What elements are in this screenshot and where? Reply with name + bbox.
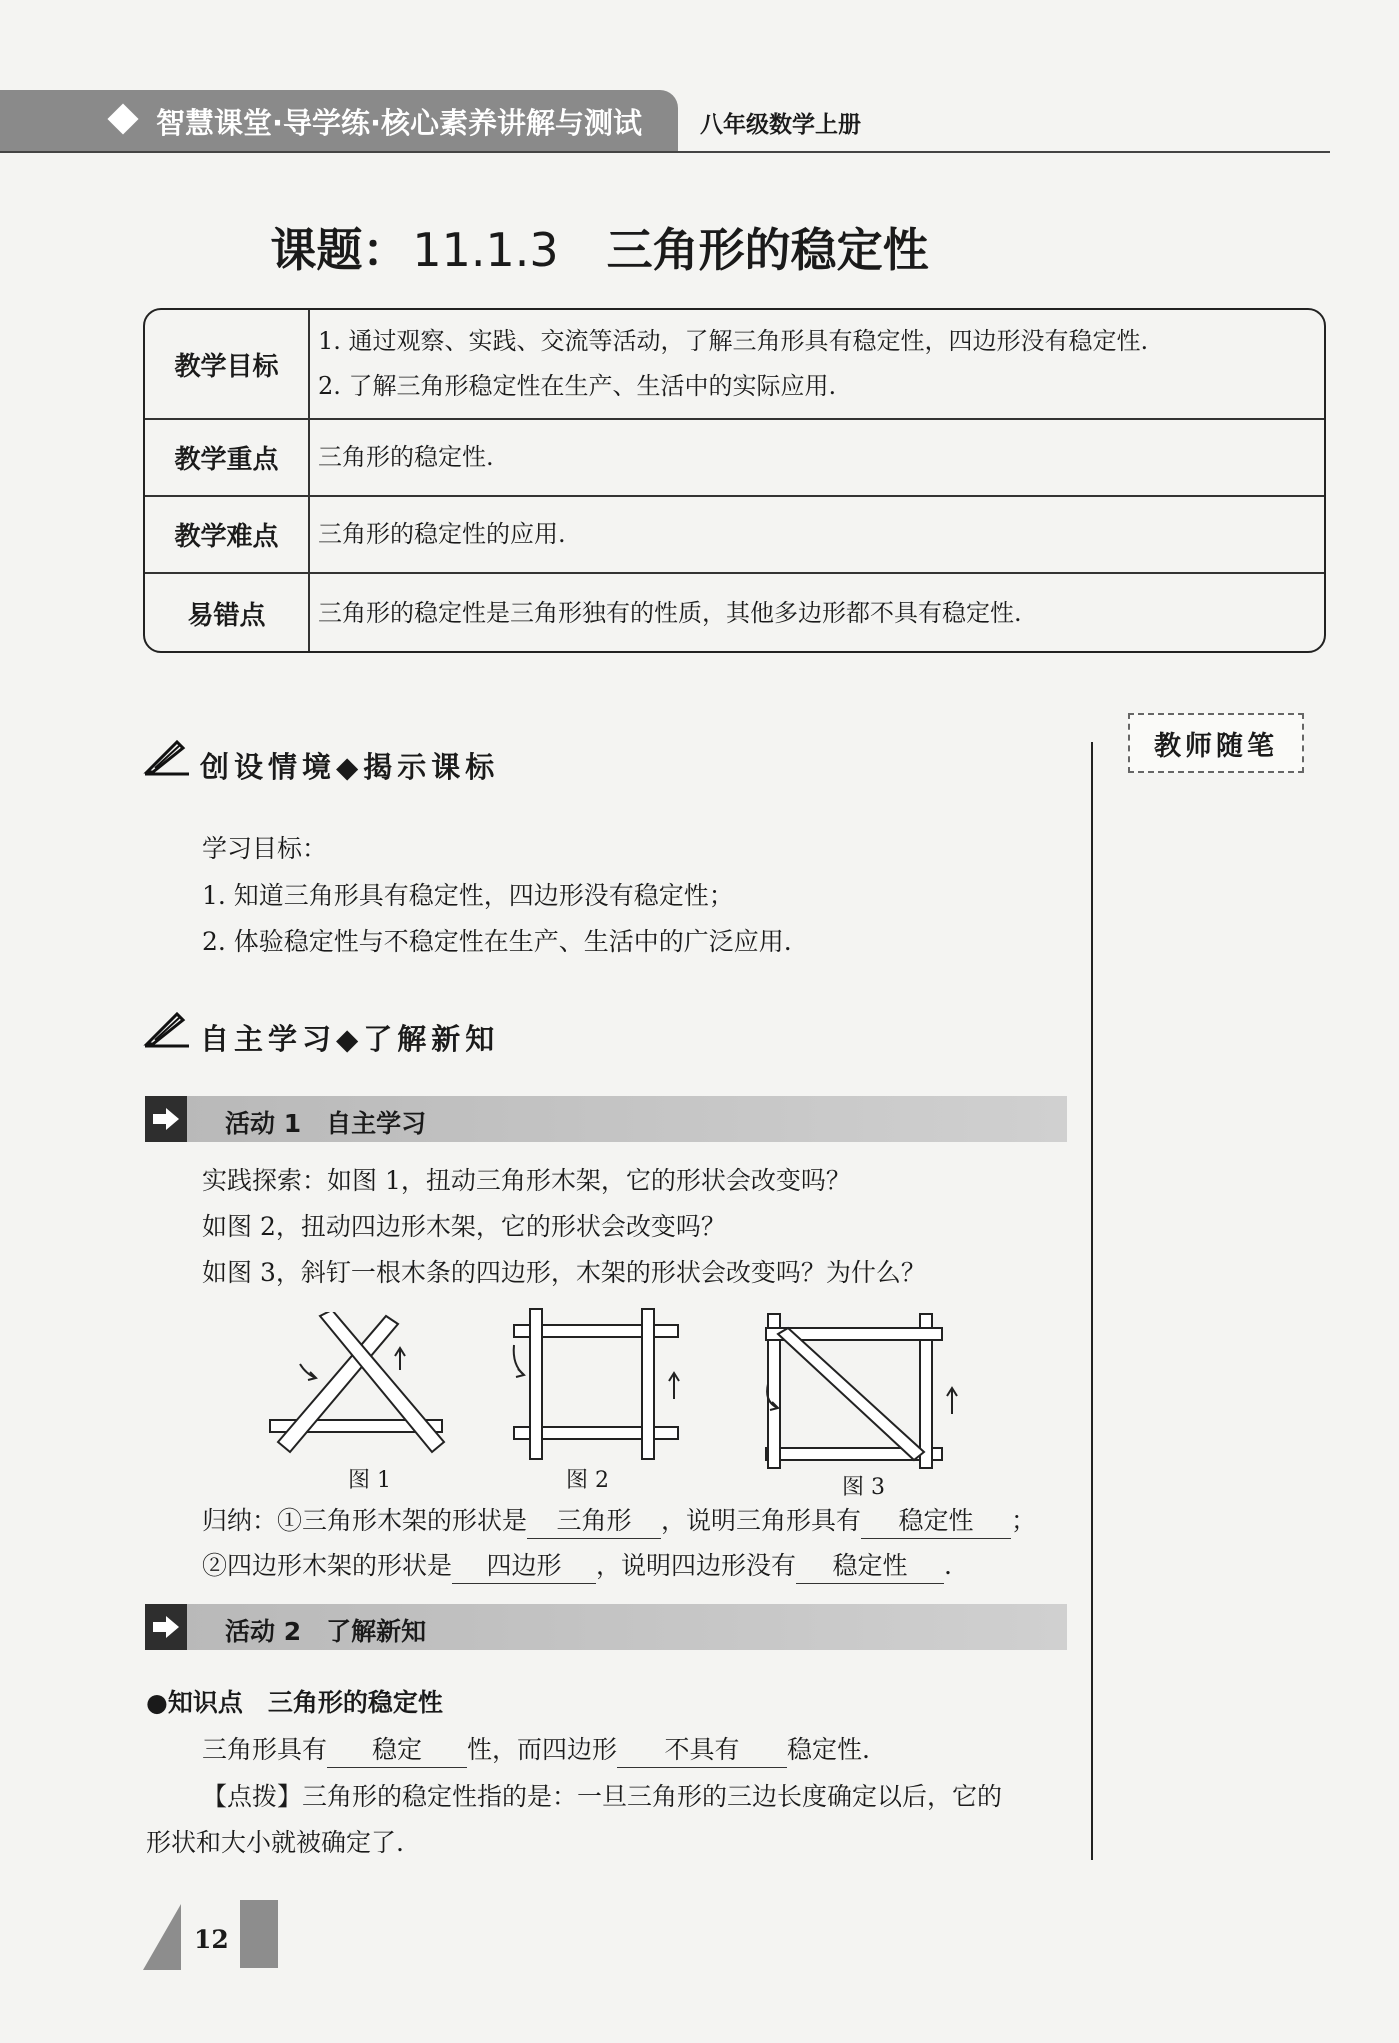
table-row (145, 497, 1324, 574)
goals-heading: 学习目标： (202, 834, 328, 863)
table-row (145, 420, 1324, 497)
goal-item: 2. 体验稳定性与不稳定性在生产、生活中的广泛应用. (202, 927, 792, 956)
pencil-icon (143, 738, 191, 776)
fill-text: 稳定性. (787, 1735, 870, 1764)
summary-text: ； (1011, 1506, 1037, 1535)
summary-line-2 (202, 1547, 952, 1585)
title-name: 三角形的稳定性 (606, 223, 929, 277)
row-line: 三角形的稳定性. (318, 443, 494, 471)
knowledge-point-title: ●知识点 三角形的稳定性 (146, 1688, 443, 1717)
row-line: 三角形的稳定性的应用. (318, 520, 566, 548)
answer-blank: 三角形 (527, 1504, 661, 1539)
page-title (0, 214, 1199, 280)
figure-3-caption: 图 3 (842, 1475, 885, 1500)
row-label: 教学重点 (145, 420, 310, 495)
row-line: 2. 了解三角形稳定性在生产、生活中的实际应用. (318, 372, 837, 400)
row-label: 教学目标 (145, 310, 310, 418)
row-line: 三角形的稳定性是三角形独有的性质，其他多边形都不具有稳定性. (318, 599, 1022, 627)
answer-blank: 四边形 (452, 1549, 596, 1584)
notes-divider (1091, 742, 1093, 1860)
summary-text: ，说明四边形没有 (596, 1551, 797, 1580)
figure-1-caption: 图 1 (348, 1468, 391, 1493)
tip-line: 【点拨】三角形的稳定性指的是：一旦三角形的三边长度确定以后，它的 (202, 1782, 1003, 1811)
section-title-self-study: 自主学习◆了解新知 (200, 1022, 500, 1056)
grade-label: 八年级数学上册 (700, 111, 861, 138)
row-line: 1. 通过观察、实践、交流等活动，了解三角形具有稳定性，四边形没有稳定性. (318, 327, 1149, 355)
goal-item: 1. 知道三角形具有稳定性，四边形没有稳定性； (202, 881, 734, 910)
question-fig3: 如图 3，斜钉一根木条的四边形，木架的形状会改变吗？为什么？ (202, 1258, 926, 1287)
header-rule (0, 151, 1330, 153)
activity-1-label: 活动 1 自主学习 (225, 1109, 427, 1138)
summary-line-1 (202, 1502, 1036, 1540)
footer-triangle (143, 1904, 181, 1970)
title-prefix: 课题： (270, 223, 409, 277)
page-number: 12 (194, 1925, 229, 1954)
summary-text: ②四边形木架的形状是 (202, 1551, 453, 1580)
explore-question: 实践探索：如图 1，扭动三角形木架，它的形状会改变吗？ (202, 1166, 851, 1195)
figure-1-triangle-frame (258, 1312, 458, 1462)
fill-text: 三角形具有 (202, 1735, 328, 1764)
teacher-notes-box: 教师随笔 (1128, 713, 1304, 773)
table-row (145, 574, 1324, 653)
row-label: 易错点 (145, 574, 310, 653)
table-row (145, 310, 1324, 420)
row-content (318, 310, 1318, 418)
answer-blank: 稳定 (327, 1733, 467, 1768)
arrow-right-icon (145, 1604, 187, 1650)
summary-text: 归纳：①三角形木架的形状是 (202, 1506, 528, 1535)
pencil-icon (143, 1010, 191, 1048)
fill-text: 性，而四边形 (467, 1735, 618, 1764)
row-label: 教学难点 (145, 497, 310, 572)
answer-blank: 稳定性 (861, 1504, 1011, 1539)
row-content (318, 497, 1318, 572)
summary-text: ，说明三角形具有 (661, 1506, 862, 1535)
figure-3-braced-frame (760, 1310, 960, 1470)
row-content (318, 420, 1318, 495)
arrow-right-icon (145, 1096, 187, 1142)
teaching-goals-table (143, 308, 1326, 653)
figure-2-caption: 图 2 (566, 1468, 609, 1493)
series-title: 智慧课堂·导学练·核心素养讲解与测试 (156, 106, 643, 140)
answer-blank: 稳定性 (796, 1549, 944, 1584)
title-number: 11.1.3 (412, 223, 559, 277)
activity-2-label: 活动 2 了解新知 (225, 1617, 427, 1646)
tip-line: 形状和大小就被确定了. (146, 1828, 404, 1857)
answer-blank: 不具有 (617, 1733, 787, 1768)
row-content (318, 574, 1318, 653)
knowledge-fill-line (202, 1731, 870, 1769)
section-title-situation: 创设情境◆揭示课标 (200, 750, 500, 784)
question-fig2: 如图 2，扭动四边形木架，它的形状会改变吗？ (202, 1212, 726, 1241)
footer-block (240, 1900, 278, 1968)
summary-text: . (944, 1551, 952, 1580)
figure-2-quadrilateral-frame (508, 1305, 698, 1465)
